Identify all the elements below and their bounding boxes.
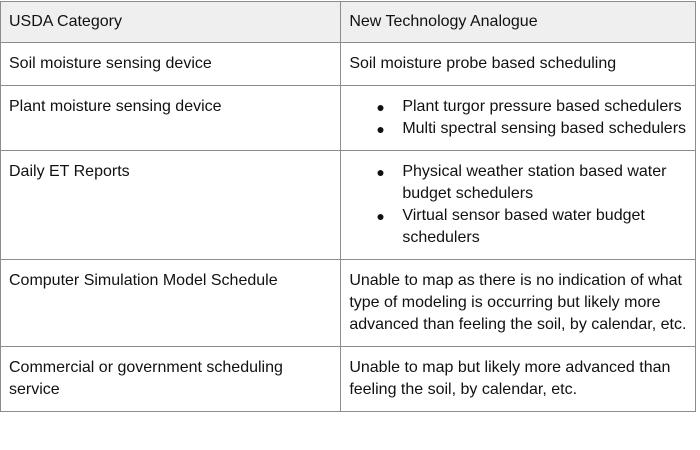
category-cell: Daily ET Reports [1, 151, 341, 260]
table-header-row [1, 2, 696, 43]
table-row [1, 151, 696, 260]
list-item-text: Plant turgor pressure based schedulers [402, 98, 682, 115]
list-item [349, 118, 687, 140]
analogue-cell: Unable to map as there is no indication of what type of modeling is occurring but likely more advanced than feeling the soil, by calendar, etc. [341, 260, 696, 347]
comparison-table [0, 1, 696, 412]
bullet-icon: ● [376, 121, 385, 137]
analogue-cell [341, 151, 696, 260]
analogue-cell: Unable to map but likely more advanced than feeling the soil, by calendar, etc. [341, 347, 696, 412]
table-row [1, 86, 696, 151]
bullet-icon: ● [376, 164, 385, 180]
bullet-icon: ● [376, 99, 385, 115]
analogue-cell [341, 86, 696, 151]
bullet-list [349, 96, 687, 140]
table-row [1, 43, 696, 86]
list-item [349, 161, 687, 205]
bullet-list [349, 161, 687, 249]
header-usda-category: USDA Category [1, 2, 341, 43]
bullet-icon: ● [376, 208, 385, 224]
category-cell: Computer Simulation Model Schedule [1, 260, 341, 347]
category-cell: Soil moisture sensing device [1, 43, 341, 86]
table-row [1, 260, 696, 347]
table-row [1, 347, 696, 412]
category-cell: Plant moisture sensing device [1, 86, 341, 151]
header-new-technology-analogue: New Technology Analogue [341, 2, 696, 43]
list-item-text: Virtual sensor based water budget schedulers [402, 207, 645, 246]
list-item-text: Multi spectral sensing based schedulers [402, 120, 687, 137]
list-item [349, 96, 687, 118]
list-item [349, 205, 687, 249]
analogue-cell: Soil moisture probe based scheduling [341, 43, 696, 86]
category-cell: Commercial or government scheduling service [1, 347, 341, 412]
list-item-text: Physical weather station based water budget schedulers [402, 163, 667, 202]
